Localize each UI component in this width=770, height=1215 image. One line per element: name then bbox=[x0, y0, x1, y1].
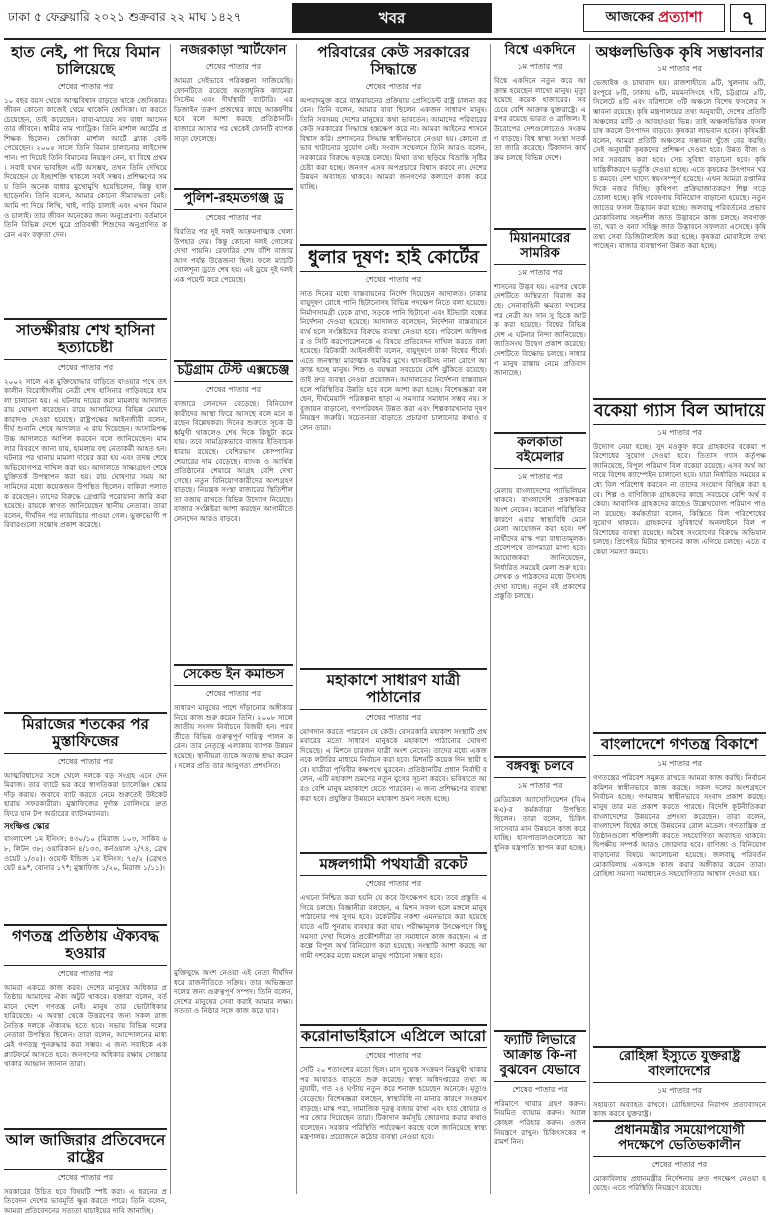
score-title: সংক্ষিপ্ত স্কোর bbox=[4, 820, 167, 834]
headline: ফ্যাটি লিভারে আক্রান্ত কি-না বুঝবেন যেভাবে bbox=[494, 1030, 586, 1082]
article-b2 bbox=[174, 188, 293, 356]
article-d3 bbox=[494, 432, 586, 752]
headline: বঙ্গবন্ধু চলবে bbox=[494, 756, 586, 778]
article-d1 bbox=[494, 44, 586, 224]
article-c5 bbox=[300, 1024, 487, 1194]
article-body: ১০ বছর বয়স থেকে আত্মবিশ্বাস বাড়তে থাকে জেসিকার। জীবন কোনো কাজেই থেমে থাকেনি জেসিকা। যা করতে চেয়েছেন, তাই করেছেন। বাবা-মায়ের সব বাধা আসেন তার জীবনে। স্বামীর নাম প্যাট্রিক। তিনি মার্শাল আর্টের প্রশিক্ষক ছিলেন। জেসিকা মার্শাল আর্টে ব্ল্যাক বেল্ট পেয়েছেন। ২০০৫ সালে তিনি বিমান চালানোর লাইসেন্স পান। পা দিয়েই তিনি বিমানের নিয়ন্ত্রণ নেন, যা বিশ্বে প্রথম। সবাই যখন ভাবছিল এটি অসম্ভব, তখন তিনি দেখিয়ে দিয়েছেন যে ইচ্ছাশক্তি থাকলে সবই সম্ভব। প্রশিক্ষণের সময় তিনি অনেক বাধার মুখোমুখি হয়েছিলেন, কিন্তু হাল ছাড়েননি। তিনি বলেন, আমার কোনো সীমাবদ্ধতা নেই। আমি পা দিয়ে লিখি, খাই, গাড়ি চালাই এবং এখন বিমানও চালাই। তার জীবন অনেকের জন্য অনুপ্রেরণা। বর্তমানে তিনি বিভিন্ন দেশে ঘুরে প্রতিবন্ধী শিশুদের অনুপ্রাণিত করেন এবং বক্তৃতা দেন। bbox=[4, 96, 167, 240]
article-c3 bbox=[300, 668, 487, 848]
headline: বিশ্বে একদিনে bbox=[494, 44, 586, 59]
column-a bbox=[4, 44, 167, 1194]
dateline: ১ম পাতার পর bbox=[494, 471, 586, 484]
article-d2 bbox=[494, 228, 586, 428]
headline: মহাকাশে সাধারণ যাত্রী পাঠানোর bbox=[300, 668, 487, 710]
article-body: আত্মবিশ্বাসের সঙ্গে খেলে দলকে বড় সংগ্রহ এনে দেন মিরাজ। তার ব্যাটে ভর করে স্বাগতিকরা চ্যালেঞ্জিং স্কোর দাঁড় করায়। জবাবে ব্যাট করতে নেমে শুরুতেই উইকেট হারায় সফরকারীরা। মুস্তাফিজের দুর্দান্ত বোলিংয়ে দ্রুত ফিরে যান টপ অর্ডারের ব্যাটসম্যানরা। bbox=[4, 771, 167, 819]
masthead bbox=[0, 0, 770, 38]
headline: সেকেন্ড ইন কমান্ডস bbox=[174, 664, 293, 686]
article-c1 bbox=[300, 44, 487, 240]
article-b4 bbox=[174, 664, 293, 964]
dateline: শেষের পাতার পর bbox=[593, 1159, 766, 1172]
dateline: শেষের পাতার পর bbox=[174, 212, 293, 225]
dateline: শেষের পাতার পর bbox=[494, 1084, 586, 1097]
article-b3 bbox=[174, 360, 293, 660]
dateline: শেষের পাতার পর bbox=[4, 81, 167, 94]
article-body: মুক্তিযুদ্ধে অংশ নেওয়া এই নেতা দীর্ঘদিন ধরে রাজনীতিতে সক্রিয়। তার অভিজ্ঞতা দলের জন্য গুরুত্বপূর্ণ সম্পদ। তিনি বলেন, দেশের মানুষের সেবা করাই আমার লক্ষ্য। সততা ও নিষ্ঠার সঙ্গে কাজ করে যাব। bbox=[174, 968, 293, 1016]
dateline: ১ম পাতার পর bbox=[593, 758, 766, 771]
article-a2 bbox=[4, 318, 167, 708]
column-c bbox=[300, 44, 487, 1194]
headline: অঞ্চলভিত্তিক কৃষি সম্ভাবনার bbox=[593, 44, 766, 61]
score-body: বাংলাদেশ ১ম ইনিংস: ৪৩০/১০ (মিরাজ ১০৩, সাকিব ৬৮, লিটন ৩৮; ওয়ারিকান ৪/১৩৩, কর্নওয়াল ২/৭৪, ব্রেথওয়েট ১/৩৫)। ওয়েস্ট ইন্ডিজ ১ম ইনিংস: ৭৫/২ (ব্রেথওয়েট ৪৯*, বোনার ১৭*; মুস্তাফিজ ১/২০, মিরাজ ১/১১)। bbox=[4, 834, 167, 872]
page-number: ৭ bbox=[730, 4, 766, 32]
article-body: আমরা একত্রে কাজ করব। দেশের মানুষের অধিকার প্রতিষ্ঠায় আমাদের ঐক্য অটুট থাকবে। বক্তারা বলেন, বর্তমানে দেশে গণতন্ত্র নেই। মানুষ তার ভোটাধিকার হারিয়েছে। এ অবস্থা থেকে উত্তরণের জন্য সকল রাজনৈতিক দলকে ঐক্যবদ্ধ হতে হবে। সভায় বিভিন্ন দলের নেতারা উপস্থিত ছিলেন। তারা বলেন, আন্দোলনের মাধ্যমেই গণতন্ত্র পুনরুদ্ধার করা সম্ভব। এ জন্য সবাইকে এক প্ল্যাটফর্মে আসতে হবে। জনগণের অধিকার রক্ষায় সোচ্চার থাকার আহ্বান জানান তারা। bbox=[4, 983, 167, 1069]
article-b1 bbox=[174, 44, 293, 184]
newspaper-logo bbox=[583, 4, 725, 32]
article-body: উদ্যোগ নেয়া হচ্ছে। সুদ মওকুফ করে গ্রাহকদের বকেয়া পরিশোধের সুযোগ দেওয়া হবে। তিতাস গ্যাস কর্তৃপক্ষ জানিয়েছে, বিপুল পরিমাণ বিল বকেয়া রয়েছে। এসব অর্থ আদায়ে বিশেষ ক্যাম্পেইন চালানো হবে। যারা নির্ধারিত সময়ের মধ্যে বিল পরিশোধ করবেন না তাদের সংযোগ বিচ্ছিন্ন করা হবে। শিল্প ও বাণিজ্যিক গ্রাহকদের কাছে সবচেয়ে বেশি অর্থ বকেয়া। আবাসিক গ্রাহকদের কাছেও উল্লেখযোগ্য পরিমাণ পাওনা রয়েছে। কর্মকর্তারা বলেন, কিস্তিতে বিল পরিশোধের সুযোগ থাকবে। গ্রাহকদের সুবিধার্থে অনলাইনে বিল পরিশোধের ব্যবস্থা রয়েছে। অবৈধ সংযোগের বিরুদ্ধে অভিযান চলছে। প্রিপেইড মিটার স্থাপনের কাজ এগিয়ে চলছে। এতে বকেয়া সমস্যা কমবে। bbox=[593, 442, 766, 557]
dateline: ১ম পাতার পর bbox=[494, 267, 586, 280]
article-body: সরকারের উচিত হবে বিষয়টি স্পষ্ট করা। এ ধরনের প্রতিবেদন দেশের ভাবমূর্তি ক্ষুণ্ণ করতে পারে। তিনি বলেন, আমরা প্রতিবেদনের সত্যতা যাচাইয়ের দাবি জানাচ্ছি। bbox=[4, 1187, 167, 1215]
article-body: সাধারণ মানুষের পাশে দাঁড়ানোর অঙ্গীকার নিয়ে কাজ শুরু করেন তিনি। ২০০৮ সালে জাতীয় সংসদ নির্বাচনে বিজয়ী হন। পরবর্তীতে বিভিন্ন গুরুত্বপূর্ণ দায়িত্ব পালন করেন। তার নেতৃত্বে এলাকায় ব্যাপক উন্নয়ন হয়েছে। স্থানীয়রা তাকে অত্যন্ত শ্রদ্ধা করেন। দলের প্রতি তার আনুগত্য প্রশংসিত। bbox=[174, 703, 293, 770]
article-a1 bbox=[4, 44, 167, 314]
dateline: শেষের পাতার পর bbox=[174, 384, 293, 397]
dateline: শেষের পাতার পর bbox=[4, 362, 167, 375]
article-c2 bbox=[300, 244, 487, 664]
article-body: গণতন্ত্রের পরিবেশ সমুন্নত রাখতে আমরা কাজ করছি। নির্বাচন কমিশন স্বাধীনভাবে কাজ করছে। সকল দলের অংশগ্রহণে নির্বাচন হচ্ছে। গণমাধ্যম স্বাধীনভাবে সংবাদ প্রকাশ করছে। মানুষ তার মত প্রকাশ করতে পারছে। বিদেশি কূটনীতিকরা বাংলাদেশের উন্নয়নের প্রশংসা করেছেন। তারা বলেন, বাংলাদেশ বিশ্বের কাছে উন্নয়নের রোল মডেল। গণতান্ত্রিক প্রতিষ্ঠানগুলো শক্তিশালী করতে সহযোগিতা অব্যাহত থাকবে। দ্বিপক্ষীয় সম্পর্ক আরও জোরদার হবে। বাণিজ্য ও বিনিয়োগ বাড়ানোর বিষয়ে আলোচনা হয়েছে। জলবায়ু পরিবর্তন মোকাবিলায় একসঙ্গে কাজ করার অঙ্গীকার করেন তারা। রোহিঙ্গা সমস্যা সমাধানেও সহযোগিতার আশ্বাস দেওয়া হয়। bbox=[593, 773, 766, 879]
article-body: মেলায় বাংলাদেশের প্যাভিলিয়ন থাকবে। বাংলাদেশি প্রকাশকরা অংশ নেবেন। করোনা পরিস্থিতির কারণে এবার স্বাস্থ্যবিধি মেনে মেলা আয়োজন করা হবে। দর্শনার্থীদের মাস্ক পরা বাধ্যতামূলক। প্রবেশপথে তাপমাত্রা মাপা হবে। আয়োজকরা জানিয়েছেন, নির্ধারিত সময়েই মেলা শুরু হবে। লেখক ও পাঠকদের মধ্যে উৎসাহ দেখা যাচ্ছে। নতুন বই প্রকাশের প্রস্তুতি চলছে। bbox=[494, 486, 586, 601]
headline: নজরকাড়া স্মার্টফোন bbox=[174, 44, 293, 59]
dateline: শেষের পাতার পর bbox=[300, 878, 487, 891]
dateline: শেষের পাতার পর bbox=[174, 61, 293, 74]
headline: গণতন্ত্র প্রতিষ্ঠায় ঐক্যবদ্ধ হওয়ার bbox=[4, 924, 167, 966]
article-e4 bbox=[593, 1046, 766, 1116]
article-e5 bbox=[593, 1120, 766, 1194]
article-body: মেডিকেল অ্যাসোসিয়েশন (বিএমএ)-র কর্মকর্তারা উপস্থিত ছিলেন। তারা বলেন, চিকিৎসাসেবার মান উন্নয়নে কাজ করে যাচ্ছি। হাসপাতালগুলোতে আধুনিক যন্ত্রপাতি স্থাপন করা হচ্ছে। bbox=[494, 795, 586, 853]
logo-word: প্রত্যাশা bbox=[658, 6, 702, 31]
article-body: বাজারে লেনদেন বেড়েছে। বিনিয়োগকারীদের আস্থা ফিরে আসছে বলে মনে করছেন বিশ্লেষকরা। দিনের শুরুতে সূচক ঊর্ধ্বমুখী থাকলেও শেষ দিকে কিছুটা কমে যায়। তবে সামগ্রিকভাবে বাজার ইতিবাচক ধারায় রয়েছে। বেশিরভাগ কোম্পানির শেয়ারের দাম বেড়েছে। ব্যাংক ও আর্থিক প্রতিষ্ঠানের শেয়ারে আগ্রহ বেশি দেখা গেছে। নতুন বিনিয়োগকারীদের অংশগ্রহণ বাড়ছে। নিয়ন্ত্রক সংস্থা বাজারের স্থিতিশীলতা বজায় রাখতে বিভিন্ন উদ্যোগ নিয়েছে। বাজার সংশ্লিষ্টরা আশা করছেন আগামীতে লেনদেন আরও বাড়বে। bbox=[174, 399, 293, 524]
article-body: ২০০২ সালে এক মুক্তিযোদ্ধার বাড়িতে যাওয়ার পথে তৎকালীন বিরোধীদলীয় নেত্রী শেখ হাসিনার গাড়িবহরে হামলা চালানো হয়। এ ঘটনায় দায়ের করা মামলায় আদালত রায় ঘোষণা করেছেন। রায়ে আসামিদের বিভিন্ন মেয়াদে কারাদণ্ড দেওয়া হয়েছে। রাষ্ট্রপক্ষের আইনজীবী বলেন, দীর্ঘ শুনানি শেষে আদালত এ রায় দিয়েছেন। আসামিপক্ষ উচ্চ আদালতে আপিল করবেন বলে জানিয়েছেন। মামলার বিবরণে জানা যায়, হামলায় বহু নেতাকর্মী আহত হন। ঘটনার পর থানায় মামলা দায়ের করা হয় এবং তদন্ত শেষে অভিযোগপত্র দাখিল করা হয়। আদালতে সাক্ষ্যগ্রহণ শেষে যুক্তিতর্ক উপস্থাপন করা হয়। রায় ঘোষণার সময় আসামিদের মধ্যে কয়েকজন উপস্থিত ছিলেন। বাকিরা পলাতক রয়েছেন। তাদের বিরুদ্ধে গ্রেপ্তারি পরোয়ানা জারি করা হয়েছে। রায়কে স্বাগত জানিয়েছেন স্থানীয় নেতারা। তারা বলেন, দীর্ঘদিন পর ন্যায়বিচার পাওয়া গেল। ভুক্তভোগী পরিবারগুলো সন্তোষ প্রকাশ করেছে। bbox=[4, 377, 167, 531]
article-d4 bbox=[494, 756, 586, 1026]
dateline: শেষের পাতার পর bbox=[300, 81, 487, 94]
headline: মিয়ানমারের সামরিক bbox=[494, 228, 586, 265]
article-body: ভেজাইক ও চাষাবাদ হয়। রাজশাহীতে ৯টি, খুলনায় ৬টি, রংপুরে ৮টি, ঢাকায় ৬টি, ময়মনসিংহে ৭টি, চট্টগ্রামে ৫টি, সিলেটে ৪টি এবং বরিশালে ৩টি অঞ্চলে বিশেষ ফসলের সম্ভাবনা রয়েছে। কৃষি মন্ত্রণালয়ের তথ্য অনুযায়ী, দেশের প্রতিটি অঞ্চলের মাটি ও আবহাওয়া ভিন্ন। তাই অঞ্চলভিত্তিক ফসল চাষ করলে উৎপাদন বাড়বে। কৃষকরা লাভবান হবেন। কৃষিমন্ত্রী বলেন, আমরা প্রতিটি অঞ্চলের সম্ভাবনা খুঁজে বের করছি। সেই অনুযায়ী কৃষকদের প্রশিক্ষণ দেওয়া হবে। উন্নত বীজ ও সার সরবরাহ করা হবে। সেচ সুবিধা বাড়ানো হবে। কৃষি যান্ত্রিকীকরণে ভর্তুকি দেওয়া হচ্ছে। এতে কৃষকের উৎপাদন খরচ কমবে। দেশ খাদ্যে স্বয়ংসম্পূর্ণ হয়েছে। এখন আমরা রপ্তানির দিকে নজর দিচ্ছি। কৃষিপণ্য প্রক্রিয়াজাতকরণ শিল্প গড়ে তোলা হচ্ছে। কৃষি গবেষণায় বিনিয়োগ বাড়ানো হয়েছে। নতুন জাতের ফসল উদ্ভাবন করা হচ্ছে। জলবায়ু পরিবর্তনের প্রভাব মোকাবিলায় সহনশীল জাত উদ্ভাবনে কাজ চলছে। লবণাক্ততা, খরা ও বন্যা সহিষ্ণু জাত উদ্ভাবনে সফলতা এসেছে। কৃষি তথ্য সেবা ডিজিটালাইজ করা হচ্ছে। কৃষকরা মোবাইলে তথ্য পাচ্ছেন। বাজার ব্যবস্থাপনা উন্নত করা হচ্ছে। bbox=[593, 78, 766, 251]
dateline: ১ম পাতার পর bbox=[494, 780, 586, 793]
column-b bbox=[174, 44, 293, 1194]
article-body: যোগদান করতে পারবেন যে কেউ। বেসরকারি মহাকাশ সংস্থাটি প্রথমবারের মতো সাধারণ মানুষকে মহাকাশে পাঠানোর ঘোষণা দিয়েছে। এ মিশনে চারজন যাত্রী অংশ নেবেন। তাদের মধ্যে একজনকে লটারির মাধ্যমে নির্বাচন করা হবে। মিশনটি কয়েক দিন স্থায়ী হবে। যাত্রীরা পৃথিবীর কক্ষপথে ঘুরবেন। প্রতিষ্ঠানটির প্রধান নির্বাহী বলেন, এটি মহাকাশ ভ্রমণের নতুন যুগের সূচনা করবে। ভবিষ্যতে আরও বেশি মানুষ মহাকাশে যেতে পারবেন। এ জন্য প্রশিক্ষণের ব্যবস্থা করা হবে। প্রযুক্তির উন্নয়নে মহাকাশ ভ্রমণ সহজ হচ্ছে। bbox=[300, 727, 487, 804]
article-body: সাত দিনের মধ্যে বাস্তবায়নের নির্দেশ দিয়েছেন আদালত। ঢাকার বায়ুদূষণ রোধে পানি ছিটানোসহ বিভিন্ন পদক্ষেপ নিতে বলা হয়েছে। নির্মাণসামগ্রী ঢেকে রাখা, সড়কে পানি ছিটানো এবং ইটভাটা বন্ধের নির্দেশনা দেওয়া হয়েছে। আদালত বলেছেন, নির্দেশনা বাস্তবায়নে ব্যর্থ হলে সংশ্লিষ্টদের বিরুদ্ধে ব্যবস্থা নেওয়া হবে। পরিবেশ অধিদপ্তর ও সিটি করপোরেশনকে এ বিষয়ে প্রতিবেদন দাখিল করতে বলা হয়েছে। রিটকারী আইনজীবী বলেন, বায়ুদূষণে ঢাকা বিশ্বের শীর্ষে। এতে জনস্বাস্থ্য মারাত্মক হুমকির মুখে। শ্বাসকষ্টসহ নানা রোগে আক্রান্ত হচ্ছে মানুষ। শিশু ও বয়স্করা সবচেয়ে বেশি ঝুঁকিতে রয়েছে। তাই দ্রুত ব্যবস্থা নেওয়া প্রয়োজন। আদালতের নির্দেশনা বাস্তবায়ন হলে পরিস্থিতির উন্নতি হবে বলে আশা করা হচ্ছে। বিশেষজ্ঞরা বলছেন, দীর্ঘমেয়াদি পরিকল্পনা ছাড়া এ সমস্যার সমাধান সম্ভব নয়। সবুজায়ন বাড়ানো, গণপরিবহন উন্নত করা এবং শিল্পকারখানার দূষণ নিয়ন্ত্রণ জরুরি। সচেতনতা বাড়াতে প্রচারণা চালানোর কথাও বলেন তারা। bbox=[300, 289, 487, 433]
article-body: সহায়তা অব্যাহত রাখবে। রোহিঙ্গাদের নিরাপদ প্রত্যাবাসনে কাজ করবে যুক্তরাষ্ট্র। bbox=[593, 1100, 766, 1119]
article-body: বিরতির পর দুই দলই আক্রমণাত্মক খেলা উপহার দেয়। কিন্তু কোনো দলই গোলের দেখা পায়নি। রেফারির শেষ বাঁশি বাজার আগ পর্যন্ত উত্তেজনা ছিল। ফলে ম্যাচটি গোলশূন্য ড্রতে শেষ হয়। এই ড্রয়ে দুই দলই এক পয়েন্ট করে পেয়েছে। bbox=[174, 227, 293, 285]
masthead-rule bbox=[4, 38, 766, 40]
headline: সাতক্ষীরায় শেখ হাসিনা হত্যাচেষ্টা bbox=[4, 318, 167, 360]
article-a3 bbox=[4, 712, 167, 920]
headline: বকেয়া গ্যাস বিল আদায়ে bbox=[593, 398, 766, 425]
article-c4 bbox=[300, 852, 487, 1020]
issue-date: ঢাকা ৫ ফেব্রুয়ারি ২০২১ শুক্রবার ২২ মাঘ ১৪২৭ bbox=[8, 9, 241, 29]
article-b5 bbox=[174, 968, 293, 1194]
logo-prefix: আজকের bbox=[606, 8, 654, 29]
dateline: শেষের পাতার পর bbox=[300, 1050, 487, 1063]
headline: আল জাজিরার প্রতিবেদনে রাষ্ট্রের bbox=[4, 1128, 167, 1170]
dateline: শেষের পাতার পর bbox=[4, 756, 167, 769]
headline: মঙ্গলগামী পথযাত্রী রকেট bbox=[300, 852, 487, 876]
headline: পরিবারের কেউ সরকারের সিদ্ধান্তে bbox=[300, 44, 487, 79]
dateline: ১ম পাতার পর bbox=[593, 1085, 766, 1098]
article-body: অপবাদমুক্ত করে বাস্তবায়নের প্রক্রিয়ায় প্রেসিডেন্ট রাষ্ট্র চালনা করবেন। তিনি বলেন, আমার বাবা ছিলেন একজন সাধারণ মানুষ। তিনি সবসময় দেশের মানুষের কথা ভাবতেন। আমাদের পরিবারের কেউ সরকারের সিদ্ধান্তে হস্তক্ষেপ করে না। আমরা আইনের শাসনে বিশ্বাস করি। প্রশাসনের সিদ্ধান্ত স্বাধীনভাবে নেওয়া হয়। কোনো প্রভাব খাটানোর সুযোগ নেই। সংবাদ সম্মেলনে তিনি আরও বলেন, সরকারের বিরুদ্ধে ষড়যন্ত্র চলছে। মিথ্যা তথ্য ছড়িয়ে বিভ্রান্তি সৃষ্টির চেষ্টা করা হচ্ছে। জনগণ এসব অপপ্রচারে বিশ্বাস করবে না। দেশের উন্নয়ন অব্যাহত থাকবে। আমরা জনগণের কল্যাণে কাজ করে যাচ্ছি। bbox=[300, 96, 487, 192]
column-d bbox=[494, 44, 586, 1194]
headline: কলকাতা বইমেলার bbox=[494, 432, 586, 469]
dateline: শেষের পাতার পর bbox=[300, 274, 487, 287]
dateline: ১ম পাতার পর bbox=[593, 63, 766, 76]
article-a5 bbox=[4, 1128, 167, 1194]
headline: ধুলার দূষণ: হাই কোর্টের bbox=[300, 244, 487, 272]
headline: প্রধানমন্ত্রীর সময়োপযোগী পদক্ষেপে ভেতিভকালীন bbox=[593, 1120, 766, 1157]
article-e1 bbox=[593, 44, 766, 394]
article-e2 bbox=[593, 398, 766, 728]
dateline: শেষের পাতার পর bbox=[300, 712, 487, 725]
dateline: শেষের পাতার পর bbox=[4, 968, 167, 981]
section-title: খবর bbox=[292, 3, 492, 33]
dateline: শেষের পাতার পর bbox=[174, 688, 293, 701]
article-a4 bbox=[4, 924, 167, 1124]
headline: হাত নেই, পা দিয়ে বিমান চালিয়েছে bbox=[4, 44, 167, 79]
headline: বাংলাদেশে গণতন্ত্র বিকাশে bbox=[593, 732, 766, 756]
headline: পুলিশ-রহমতগঞ্জ ড্র bbox=[174, 188, 293, 210]
headline: রোহিঙ্গা ইস্যুতে যুক্তরাষ্ট্র বাংলাদেশের bbox=[593, 1046, 766, 1083]
dateline: ১ম পাতার পর bbox=[494, 61, 586, 74]
column-divider bbox=[170, 44, 171, 1194]
article-body: পরিমাণে খাবার গ্রহণ করুন। নিয়মিত ব্যায়াম করুন। অ্যালকোহল পরিহার করুন। ওজন নিয়ন্ত্রণে রাখুন। চিকিৎসকের পরামর্শ নিন। bbox=[494, 1099, 586, 1147]
column-divider bbox=[589, 44, 590, 1194]
column-e bbox=[593, 44, 766, 1194]
article-body: আমরা সেইভাবে পরিকল্পনা সাজিয়েছি। ফোনটিতে রয়েছে অত্যাধুনিক ক্যামেরা সিস্টেম এবং দীর্ঘস্থায়ী ব্যাটারি। এর ডিজাইন তরুণ প্রজন্মের কাছে আকর্ষণীয় হবে বলে আশা করছে প্রতিষ্ঠানটি। বাজারে আসার পর থেকেই ফোনটি ব্যাপক সাড়া ফেলেছে। bbox=[174, 76, 293, 143]
article-body: মোকাবিলায় প্রধানমন্ত্রীর নির্দেশনায় দ্রুত পদক্ষেপ নেওয়া হয়েছে। এতে পরিস্থিতি নিয়ন্ত্রণে রয়েছে। bbox=[593, 1174, 766, 1193]
headline: মিরাজের শতকের পর মুস্তাফিজের bbox=[4, 712, 167, 754]
column-divider bbox=[490, 44, 491, 1194]
headline: করোনাভাইরাসে এপ্রিলে আরো bbox=[300, 1024, 487, 1048]
article-e3 bbox=[593, 732, 766, 1042]
article-d5 bbox=[494, 1030, 586, 1194]
article-body: বিশ্বে একদিনে নতুন করে আক্রান্ত হয়েছেন লাখো মানুষ। মৃত্যু হয়েছে কয়েক হাজারের। সবচেয়ে বেশি আক্রান্ত যুক্তরাষ্ট্রে। এরপর রয়েছে ভারত ও ব্রাজিল। ইউরোপের দেশগুলোতেও সংক্রমণ বাড়ছে। বিশ্ব স্বাস্থ্য সংস্থা সতর্কতা জারি করেছে। টিকাদান কার্যক্রম চলছে বিভিন্ন দেশে। bbox=[494, 76, 586, 162]
article-body: সেটি ২০ শতাংশের মতো ছিল। মাস দুয়েক সংক্রমণ নিম্নমুখী থাকার পর আবারও বাড়তে শুরু করেছে। স্বাস্থ্য অধিদপ্তরের তথ্য অনুযায়ী, গত ২৪ ঘণ্টায় নতুন করে শনাক্ত হয়েছেন অনেকে। মৃত্যুও বেড়েছে। বিশেষজ্ঞরা বলছেন, স্বাস্থ্যবিধি না মানার কারণে সংক্রমণ বাড়ছে। মাস্ক পরা, সামাজিক দূরত্ব বজায় রাখা এবং হাত ধোয়ার ওপর জোর দিয়েছেন তারা। টিকাদান কর্মসূচি জোরদার করার কথাও বলেছেন। সরকার পরিস্থিতি পর্যবেক্ষণ করছে বলে জানিয়েছে স্বাস্থ্য মন্ত্রণালয়। প্রয়োজনে কঠোর ব্যবস্থা নেওয়া হবে। bbox=[300, 1065, 487, 1142]
column-divider bbox=[296, 44, 297, 1194]
article-body: এখনো নিশ্চিত করা হয়নি যে কবে উৎক্ষেপণ হবে। তবে প্রস্তুতি এগিয়ে চলছে। বিজ্ঞানীরা বলছেন, এ মিশন সফল হলে মঙ্গলে মানুষ পাঠানোর পথ সুগম হবে। রকেটটির নকশা এমনভাবে করা হয়েছে যাতে এটি পুনরায় ব্যবহার করা যায়। পরীক্ষামূলক উৎক্ষেপণে কিছু সমস্যা দেখা দিলেও প্রকৌশলীরা তা সমাধানে কাজ করছেন। এ প্রকল্পে বিপুল অর্থ বিনিয়োগ করা হয়েছে। সংস্থাটি আশা করছে আগামী দশকের মধ্যে মঙ্গলে মানুষ পাঠানো সম্ভব হবে। bbox=[300, 893, 487, 960]
headline: চট্টগ্রাম টেস্ট এক্সচেঞ্জ bbox=[174, 360, 293, 382]
dateline: শেষের পাতার পর bbox=[4, 1172, 167, 1185]
article-body: শাসনের উদ্ভব হয়। এরপর থেকে দেশটিতে অস্থিরতা বিরাজ করছে। সেনাবাহিনী ক্ষমতা দখলের পর নেত্রী অং সান সু চিকে আটক করা হয়েছে। বিশ্বের বিভিন্ন দেশ এ ঘটনার নিন্দা জানিয়েছে। জাতিসংঘ উদ্বেগ প্রকাশ করেছে। দেশটিতে বিক্ষোভ চলছে। সাধারণ মানুষ রাস্তায় নেমে প্রতিবাদ জানাচ্ছে। bbox=[494, 282, 586, 378]
dateline: ১ম পাতার পর bbox=[593, 427, 766, 440]
